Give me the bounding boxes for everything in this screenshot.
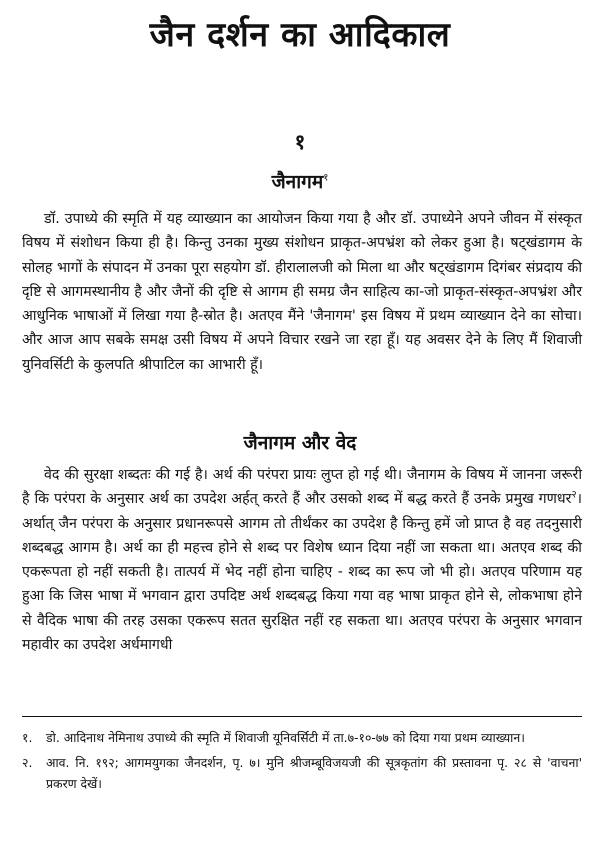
footnote-item [22, 752, 582, 794]
footnote-text: डो. आदिनाथ नेमिनाथ उपाध्ये की स्मृति में शिवाजी यूनिवर्सिटी में ता.७-१०-७७ को दिया गया प्रथम व्याख्यान। [46, 730, 525, 745]
section-number: १ [294, 130, 306, 154]
paragraph-jainagam: डॉ. उपाध्ये की स्मृति में यह व्याख्यान का आयोजन किया गया है और डॉ. उपाध्येने अपने जीवन में संस्कृत विषय में संशोधन किया ही है। किन्तु उनका मुख्य संशोधन प्राकृत-अपभ्रंश को लेकर हुआ है। षट्खंडागम के सोलह भागों के संपादन में उनका पूरा सहयोग डॉ. हीरालालजी को मिला था और षट्खंडागम दिगंबर संप्रदाय की दृष्टि से आगमस्थानीय है और जैनों की दृष्टि से आगम ही समग्र जैन साहित्य का-जो प्राकृत-संस्कृत-अपभ्रंश और आधुनिक भाषाओं में लिखा गया है-स्रोत है। अतएव मैंने 'जैनागम' इस विषय में प्रथम व्याख्यान देने का सोचा। और आज आप सबके समक्ष उसी विषय में अपने विचार रखने जा रहा हूँ। यह अवसर देने के लिए मैं शिवाजी युनिवर्सिटी के कुलपति श्रीपाटिल का आभारी हूँ। [22, 211, 582, 373]
footnote-item [22, 727, 582, 748]
footnote-ref-1: १ [323, 172, 329, 184]
paragraph-text-part2: । अर्थात् जैन परंपरा के अनुसार प्रधानरूपसे आगम तो तीर्थंकर का उपदेश है किन्तु हमें जो प्राप्त है वह तदनुसारी शब्दबद्ध आगम है। अर्थ का ही महत्त्व होने से शब्द पर विशेष ध्यान दिया नहीं जा सकता था। अतएव शब्द की एकरूपता हो नहीं सकती है। तात्पर्य में भेद नहीं होना चाहिए - शब्द का रूप जो भी हो। अतएव परिणाम यह हुआ कि जिस भाषा में भगवान द्वारा उपदिष्ट अर्थ शब्दबद्ध किया गया वह भाषा प्राकृत होने से, लोकभाषा होने से वैदिक भाषा की तरह उसका एकरूप सतत सुरक्षित नहीं रह सकता था। अतएव परंपरा के अनुसार भगवान महावीर का उपदेश अर्धमागधी [22, 491, 582, 654]
chapter-title: जैन दर्शन का आदिकाल [149, 15, 451, 55]
section-heading-jainagam-aur-ved: जैनागम और वेद [243, 432, 357, 454]
footnote-text: आव. नि. १९२; आगमयुगका जैनदर्शन, पृ. ७। मुनि श्रीजम्बूविजयजी की सूत्रकृतांग की प्रस्तावना पृ. २८ से 'वाचना' प्रकरण देखें। [46, 755, 582, 791]
section-heading-text: जैनागम [271, 171, 324, 193]
footnote-number: १. [22, 730, 33, 745]
paragraph-jainagam-aur-ved [22, 463, 582, 657]
footnote-divider [22, 716, 582, 717]
section-heading-jainagam [0, 168, 600, 194]
footnotes [22, 727, 582, 798]
footnote-ref-2: २ [571, 489, 577, 501]
footnote-number: २. [22, 755, 33, 770]
paragraph-text-part1: वेद की सुरक्षा शब्दतः की गई है। अर्थ की परंपरा प्रायः लुप्त हो गई थी। जैनागम के विषय में जानना जरूरी है कि परंपरा के अनुसार अर्थ का उपदेश अर्हत् करते हैं और उसको शब्द में बद्ध करते हैं उनके प्रमुख गणधर [22, 467, 582, 508]
